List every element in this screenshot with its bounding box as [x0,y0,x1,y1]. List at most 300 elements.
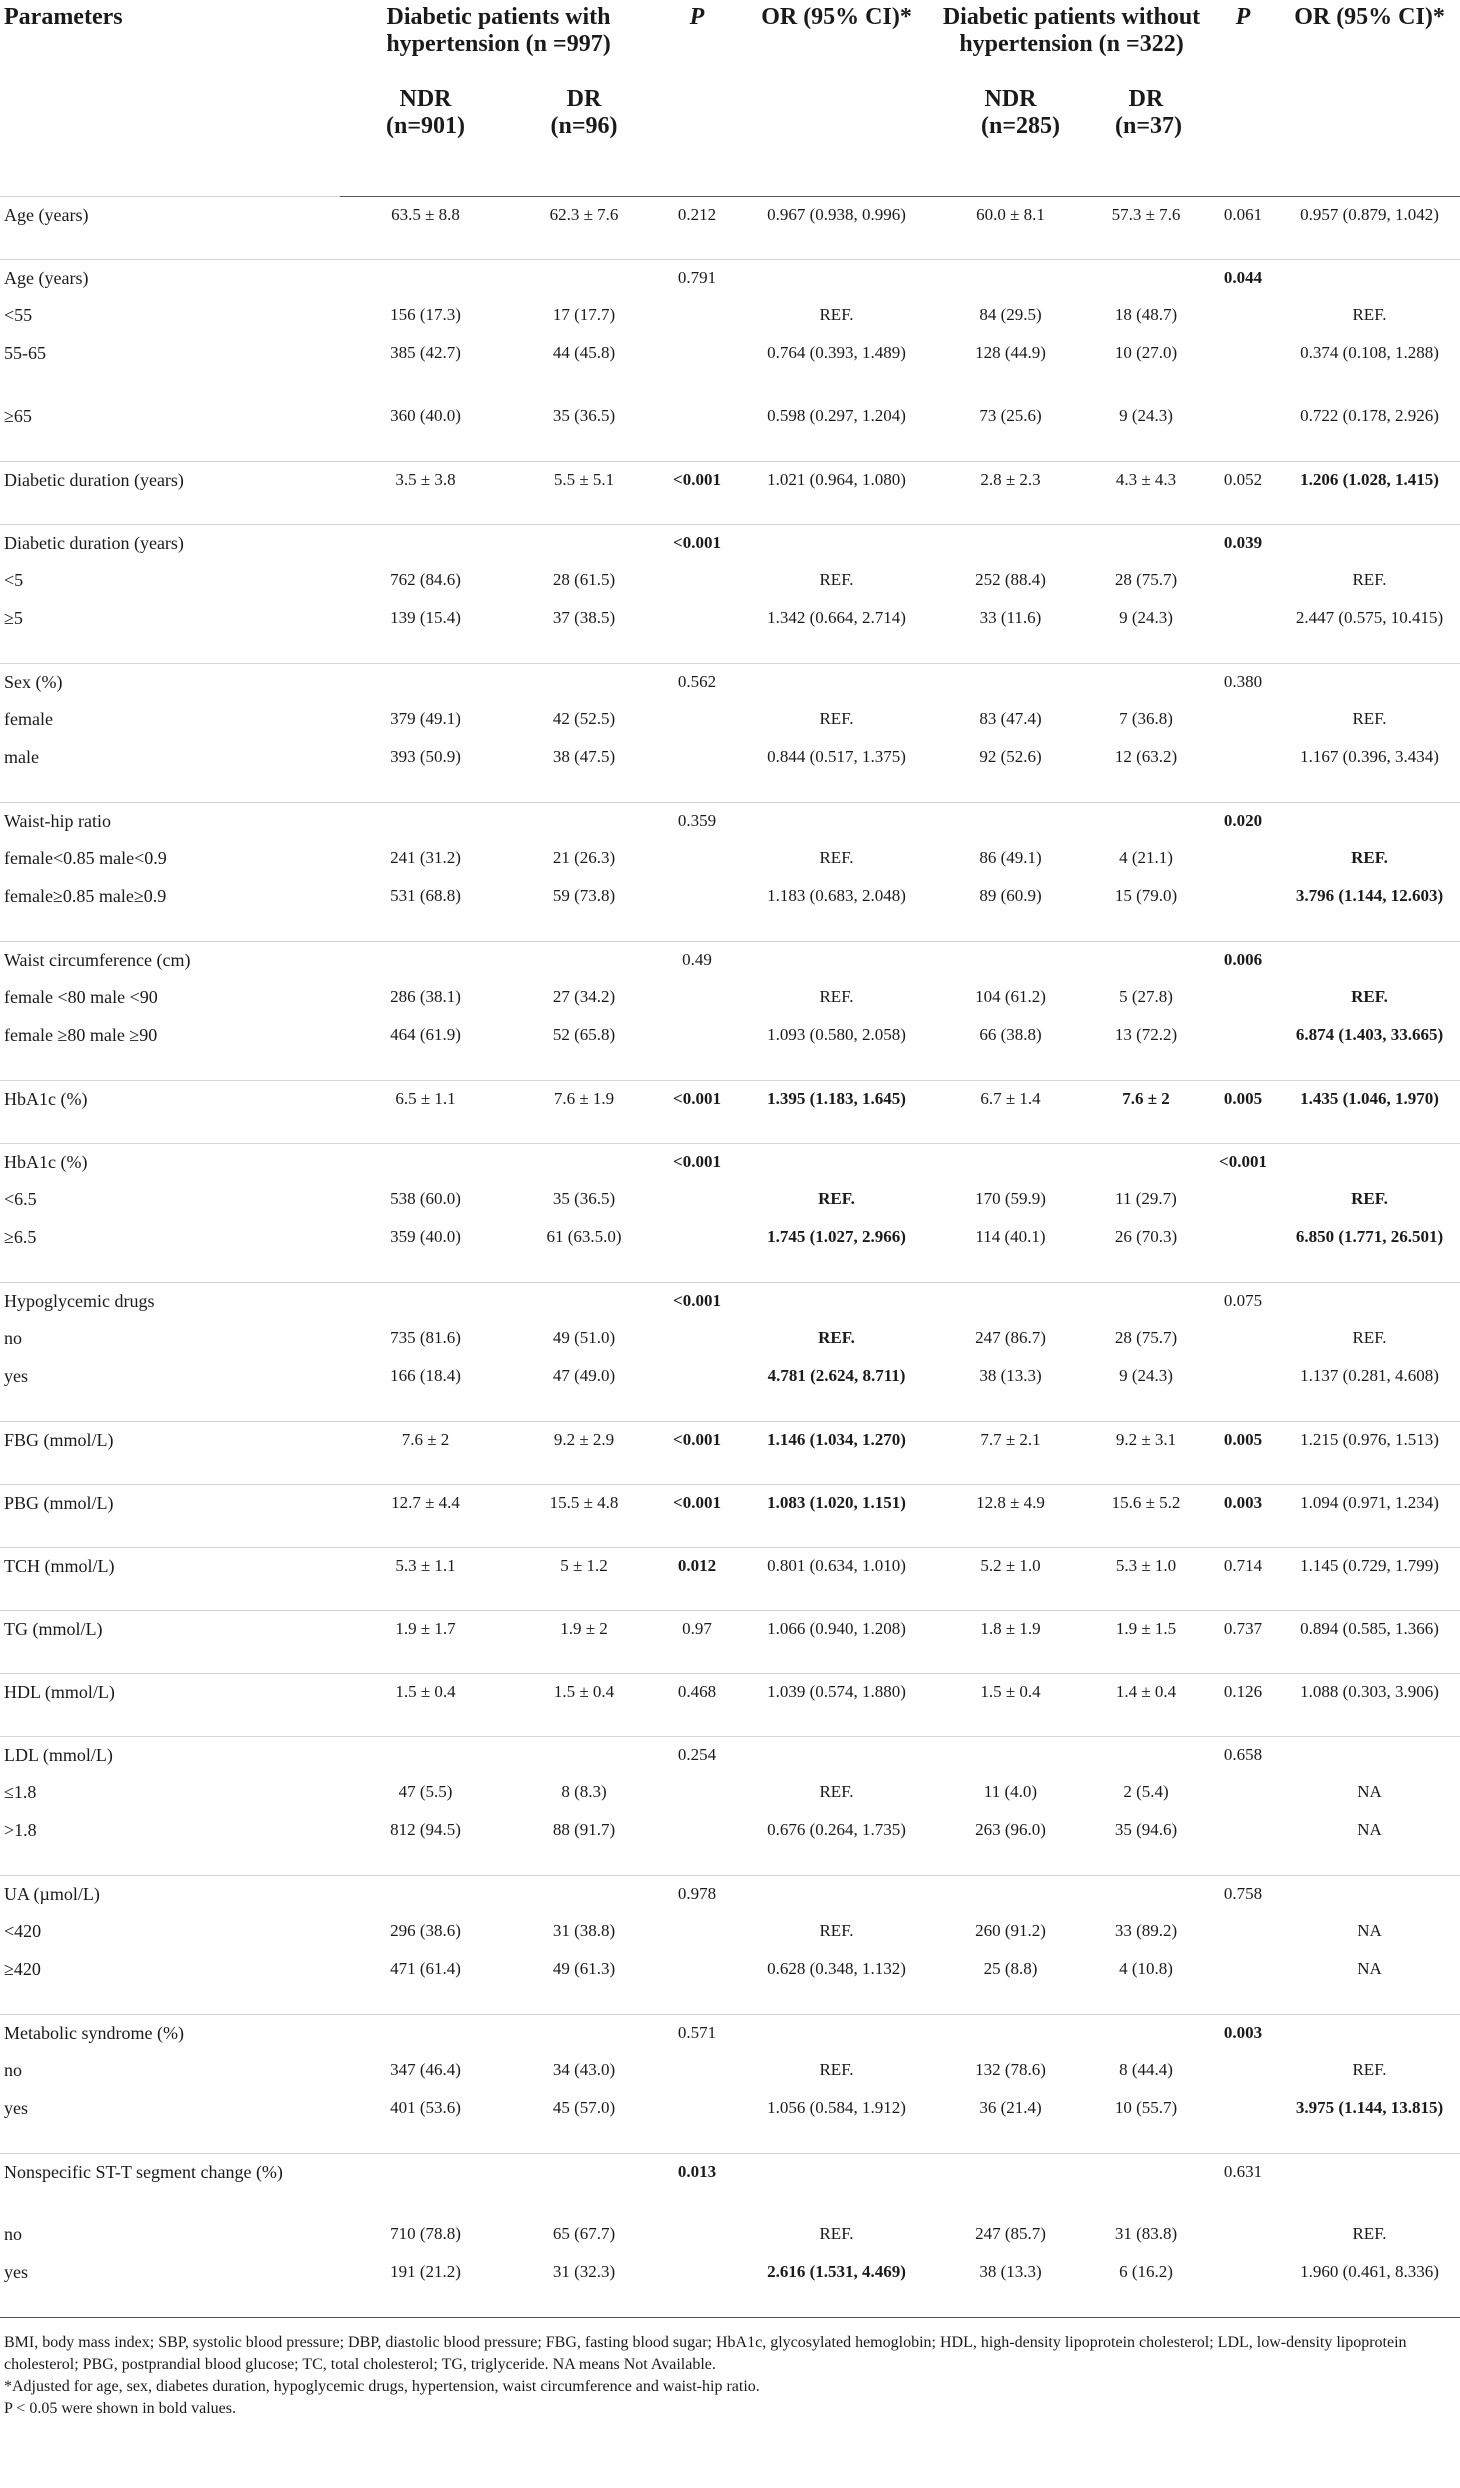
cell-or-without-htn [1279,802,1460,840]
cell-p-without-htn: 0.658 [1207,1736,1279,1774]
cell-p-without-htn: 0.714 [1207,1547,1279,1610]
cell-dr-without-htn: 33 (89.2) [1114,1921,1178,1940]
cell-or-without-htn: 3.975 (1.144, 13.815) [1295,2098,1444,2117]
table-row [0,979,1460,1017]
cell-p-without-htn: 0.758 [1207,1875,1279,1913]
cell-or-with-htn: 1.745 (1.027, 2.966) [767,1227,906,1246]
cell-dr-with-htn: 8 (8.3) [561,1782,607,1801]
cell-p-with-htn [657,2216,737,2254]
cell-dr-without-htn: 13 (72.2) [1114,1025,1178,1044]
cell-ndr-without-htn: 25 (8.8) [983,1959,1038,1978]
table-row [0,1017,1460,1080]
cell-or-with-htn: REF. [819,2224,854,2243]
table-row [0,1913,1460,1951]
cell-dr-with-htn: 65 (67.7) [552,2224,616,2243]
cell-dr-with-htn: 9.2 ± 2.9 [511,1421,657,1484]
cell-dr-without-htn: 6 (16.2) [1085,2254,1207,2317]
cell-ndr-with-htn: 166 (18.4) [390,1366,461,1385]
cell-or-with-htn: 2.616 (1.531, 4.469) [737,2254,936,2317]
cell-or-with-htn: 1.395 (1.183, 1.645) [737,1080,936,1143]
cell-p-with-htn: 0.212 [657,196,737,259]
cell-or-with-htn: REF. [818,1189,855,1208]
cell-dr-with-htn: 7.6 ± 1.9 [511,1080,657,1143]
cell-or-without-htn: NA [1357,1820,1382,1839]
cell-dr-without-htn [1085,941,1207,979]
cell-or-with-htn: 1.146 (1.034, 1.270) [737,1421,936,1484]
cell-p-without-htn [1207,1219,1279,1282]
row-label: Hypoglycemic drugs [0,1282,340,1320]
cell-p-without-htn [1207,1774,1279,1812]
cell-dr-with-htn: 35 (36.5) [552,406,616,425]
cell-ndr-with-htn [340,259,511,297]
cell-p-with-htn [657,2090,737,2153]
cell-dr-without-htn: 15 (79.0) [1114,886,1178,905]
table-row [0,1610,1460,1673]
cell-ndr-with-htn: 12.7 ± 4.4 [340,1484,511,1547]
cell-dr-with-htn [511,941,657,979]
cell-or-with-htn: REF. [819,1921,854,1940]
cell-or-with-htn [737,663,936,701]
cell-p-without-htn [1207,1320,1279,1358]
row-label: Waist-hip ratio [0,802,340,840]
cell-ndr-without-htn: 36 (21.4) [979,2098,1042,2117]
cell-p-without-htn: 0.005 [1207,1421,1279,1484]
row-label: Metabolic syndrome (%) [0,2014,340,2052]
footnote-adjusted: *Adjusted for age, sex, diabetes duration, hypoglycemic drugs, hypertension, waist circumference and waist-hip ratio. [4,2378,760,2395]
table-row [0,2254,1460,2317]
cell-dr-with-htn [511,1282,657,1320]
row-label: ≥65 [4,406,32,426]
cell-p-with-htn: 0.359 [657,802,737,840]
row-label: male [4,747,39,767]
table-row [0,1181,1460,1219]
cell-ndr-without-htn: 132 (78.6) [975,2060,1046,2079]
row-label: yes [0,2254,340,2317]
cell-dr-with-htn: 17 (17.7) [552,305,616,324]
cell-p-with-htn [657,297,737,335]
cell-dr-with-htn: 45 (57.0) [552,2098,616,2117]
cell-dr-without-htn: 1.4 ± 0.4 [1085,1673,1207,1736]
cell-ndr-without-htn: 11 (4.0) [983,1782,1038,1801]
table-row [0,1774,1460,1812]
cell-dr-with-htn [511,1143,657,1181]
cell-ndr-without-htn [936,2014,1085,2052]
cell-ndr-with-htn: 296 (38.6) [390,1921,461,1940]
cell-dr-with-htn: 35 (36.5) [552,1189,616,1208]
cell-p-with-htn [657,2254,737,2317]
cell-ndr-with-htn: 401 (53.6) [390,2098,461,2117]
header-group-without-hypertension: Diabetic patients without hypertension (n =322) [942,4,1201,57]
row-label: no [4,1328,22,1348]
cell-p-without-htn [1207,979,1279,1017]
cell-ndr-with-htn: 191 (21.2) [340,2254,511,2317]
cell-ndr-with-htn [340,2014,511,2052]
cell-ndr-without-htn: 60.0 ± 8.1 [936,196,1085,259]
cell-ndr-without-htn: 128 (44.9) [975,343,1046,362]
cell-or-with-htn [737,259,936,297]
cell-ndr-without-htn: 83 (47.4) [979,709,1042,728]
cell-p-without-htn [1207,840,1279,878]
cell-p-without-htn [1207,398,1279,461]
row-label: HbA1c (%) [0,1143,340,1181]
cell-p-with-htn: 0.013 [657,2153,737,2216]
table-row [0,878,1460,941]
cell-or-without-htn: REF. [1351,987,1388,1006]
cell-or-with-htn: REF. [819,848,854,867]
cell-ndr-without-htn [936,802,1085,840]
cell-p-with-htn: <0.001 [657,1080,737,1143]
cell-p-without-htn: 0.005 [1207,1080,1279,1143]
cell-or-without-htn: REF. [1352,2224,1387,2243]
cell-ndr-with-htn: 464 (61.9) [390,1025,461,1044]
cell-p-with-htn [657,1219,737,1282]
table-row [0,2090,1460,2153]
cell-ndr-with-htn: 241 (31.2) [390,848,461,867]
row-label: Diabetic duration (years) [0,524,340,562]
cell-ndr-with-htn [340,1736,511,1774]
cell-ndr-without-htn [936,663,1085,701]
cell-ndr-with-htn: 47 (5.5) [398,1782,453,1801]
table-row [0,2153,1460,2216]
cell-or-without-htn: REF. [1352,570,1387,589]
cell-or-without-htn: 1.145 (0.729, 1.799) [1279,1547,1460,1610]
cell-dr-with-htn: 21 (26.3) [552,848,616,867]
cell-or-without-htn: REF. [1352,1328,1387,1347]
cell-p-without-htn: 0.126 [1207,1673,1279,1736]
table-row [0,1320,1460,1358]
cell-p-with-htn [657,701,737,739]
cell-p-with-htn: <0.001 [657,1484,737,1547]
cell-ndr-with-htn: 538 (60.0) [390,1189,461,1208]
cell-ndr-with-htn: 762 (84.6) [390,570,461,589]
table-row [0,739,1460,802]
cell-or-with-htn: 1.342 (0.664, 2.714) [767,608,906,627]
row-label: <6.5 [4,1189,37,1209]
cell-dr-without-htn: 15.6 ± 5.2 [1085,1484,1207,1547]
cell-dr-without-htn: 2 (5.4) [1123,1782,1169,1801]
cell-or-without-htn: 2.447 (0.575, 10.415) [1295,608,1444,627]
cell-dr-with-htn: 49 (61.3) [552,1959,616,1978]
cell-ndr-without-htn: 2.8 ± 2.3 [936,461,1085,524]
cell-p-with-htn [657,1774,737,1812]
cell-ndr-without-htn [936,2153,1085,2216]
cell-dr-with-htn: 1.5 ± 0.4 [511,1673,657,1736]
cell-dr-with-htn: 37 (38.5) [552,608,616,627]
cell-or-with-htn: 1.183 (0.683, 2.048) [767,886,906,905]
cell-or-with-htn: REF. [819,987,854,1006]
table-row [0,701,1460,739]
cell-or-with-htn: REF. [818,1328,855,1347]
header-dr-1: DR (n=96) [511,86,657,196]
cell-dr-with-htn [511,1875,657,1913]
cell-dr-without-htn: 12 (63.2) [1114,747,1178,766]
row-label: TG (mmol/L) [0,1610,340,1673]
row-label: UA (µmol/L) [0,1875,340,1913]
cell-ndr-with-htn: 1.9 ± 1.7 [340,1610,511,1673]
cell-ndr-without-htn: 89 (60.9) [979,886,1042,905]
table-row [0,398,1460,461]
cell-dr-without-htn: 4.3 ± 4.3 [1085,461,1207,524]
cell-p-without-htn [1207,701,1279,739]
cell-dr-with-htn [511,802,657,840]
row-label: <5 [4,570,24,590]
row-label: no [4,2060,22,2080]
cell-p-with-htn: 0.791 [657,259,737,297]
cell-or-without-htn [1279,941,1460,979]
cell-ndr-without-htn: 170 (59.9) [975,1189,1046,1208]
header-p-value-1: P [689,4,705,30]
cell-dr-with-htn: 28 (61.5) [552,570,616,589]
header-parameters: Parameters [4,4,123,30]
table-row [0,663,1460,701]
cell-ndr-without-htn: 33 (11.6) [979,608,1042,627]
cell-dr-with-htn: 5.5 ± 5.1 [511,461,657,524]
cell-ndr-without-htn: 66 (38.8) [979,1025,1042,1044]
cell-ndr-without-htn: 12.8 ± 4.9 [936,1484,1085,1547]
footnote-abbreviations: BMI, body mass index; SBP, systolic blood pressure; DBP, diastolic blood pressure; FBG, fasting blood sugar; HbA1c, glycosylated hemoglobin; HDL, high-density lipoprotein cholesterol; LDL, low-density lipoprotein cholesterol; PBG, postprandial blood glucose; TC, total cholesterol; TG, triglyceride. NA means Not Available. [4,2334,1407,2373]
cell-p-with-htn [657,1181,737,1219]
header-ndr-2: NDR (n=285) [936,86,1085,196]
cell-or-with-htn: 0.967 (0.938, 0.996) [737,196,936,259]
table-row [0,2052,1460,2090]
row-label: female<0.85 male<0.9 [4,848,167,868]
cell-p-without-htn: 0.075 [1207,1282,1279,1320]
cell-ndr-with-htn: 286 (38.1) [390,987,461,1006]
cell-ndr-with-htn: 471 (61.4) [390,1959,461,1978]
cell-ndr-without-htn: 260 (91.2) [975,1921,1046,1940]
row-label: yes [4,1366,28,1386]
cell-or-with-htn [737,1736,936,1774]
cell-dr-without-htn [1085,663,1207,701]
cell-dr-with-htn: 31 (32.3) [511,2254,657,2317]
cell-ndr-with-htn: 359 (40.0) [390,1227,461,1246]
cell-ndr-with-htn: 347 (46.4) [390,2060,461,2079]
cell-ndr-without-htn: 73 (25.6) [979,406,1042,425]
cell-or-without-htn: NA [1357,1782,1382,1801]
cell-or-without-htn: 0.722 (0.178, 2.926) [1300,406,1439,425]
cell-or-without-htn [1279,2153,1460,2216]
cell-or-without-htn: NA [1357,1921,1382,1940]
row-label: ≥5 [4,608,23,628]
header-group-with-hypertension: Diabetic patients with hypertension (n =997) [386,4,611,57]
cell-ndr-without-htn [936,259,1085,297]
cell-dr-with-htn [511,663,657,701]
row-label: no [4,2224,22,2244]
cell-p-with-htn [657,398,737,461]
row-label: ≥6.5 [4,1227,37,1247]
cell-ndr-without-htn [936,524,1085,562]
cell-p-with-htn [657,2052,737,2090]
row-label: <420 [4,1921,42,1941]
cell-or-with-htn [737,2153,936,2216]
cell-ndr-with-htn [340,2153,511,2216]
table-row [0,2216,1460,2254]
cell-or-without-htn [1279,259,1460,297]
cell-dr-without-htn: 57.3 ± 7.6 [1085,196,1207,259]
header-or-1: OR (95% CI)* [761,4,912,30]
row-label: female ≥80 male ≥90 [4,1025,158,1045]
cell-p-with-htn [657,562,737,600]
cell-ndr-without-htn: 7.7 ± 2.1 [936,1421,1085,1484]
cell-p-with-htn [657,1951,737,2014]
cell-dr-without-htn: 4 (10.8) [1119,1959,1173,1978]
cell-dr-without-htn: 9 (24.3) [1119,1366,1173,1385]
cell-ndr-with-htn: 139 (15.4) [390,608,461,627]
table-row [0,1875,1460,1913]
row-label: female [4,709,53,729]
row-label: Nonspecific ST-T segment change (%) [0,2153,340,2216]
cell-dr-with-htn: 44 (45.8) [552,343,616,362]
row-label: female <80 male <90 [4,987,158,1007]
cell-ndr-without-htn: 38 (13.3) [979,1366,1042,1385]
cell-or-with-htn: 0.844 (0.517, 1.375) [767,747,906,766]
cell-ndr-with-htn: 379 (49.1) [390,709,461,728]
table-row [0,1812,1460,1875]
cell-p-without-htn: 0.003 [1207,1484,1279,1547]
cell-ndr-with-htn [340,941,511,979]
cell-dr-without-htn [1085,259,1207,297]
cell-p-with-htn [657,1017,737,1080]
header-p-value-2: P [1235,4,1251,30]
cell-p-with-htn: <0.001 [657,1282,737,1320]
cell-ndr-with-htn [340,524,511,562]
cell-p-without-htn [1207,1017,1279,1080]
cell-p-with-htn: 0.012 [657,1547,737,1610]
cell-or-with-htn: REF. [819,305,854,324]
cell-ndr-with-htn: 3.5 ± 3.8 [340,461,511,524]
cell-or-with-htn: 1.056 (0.584, 1.912) [767,2098,906,2117]
cell-or-with-htn: 0.628 (0.348, 1.132) [767,1959,906,1978]
cell-or-with-htn [737,1875,936,1913]
cell-or-without-htn: 6.850 (1.771, 26.501) [1295,1227,1444,1246]
cell-or-without-htn: 6.874 (1.403, 33.665) [1295,1025,1444,1044]
cell-dr-with-htn: 52 (65.8) [552,1025,616,1044]
cell-dr-without-htn [1085,1282,1207,1320]
cell-dr-without-htn: 10 (55.7) [1114,2098,1178,2117]
table-row [0,335,1460,398]
cell-dr-with-htn [511,2014,657,2052]
cell-p-with-htn: <0.001 [657,524,737,562]
cell-ndr-without-htn: 86 (49.1) [979,848,1042,867]
cell-or-with-htn: REF. [819,570,854,589]
cell-p-without-htn: 0.044 [1207,259,1279,297]
cell-ndr-with-htn: 63.5 ± 8.8 [340,196,511,259]
cell-ndr-without-htn: 92 (52.6) [979,747,1042,766]
row-label: <55 [4,305,33,325]
cell-or-with-htn [737,802,936,840]
cell-ndr-without-htn [936,941,1085,979]
cell-or-with-htn: 0.598 (0.297, 1.204) [767,406,906,425]
cell-dr-with-htn: 15.5 ± 4.8 [511,1484,657,1547]
table-row [0,1547,1460,1610]
row-label: >1.8 [4,1820,37,1840]
table-row [0,562,1460,600]
cell-p-with-htn: 0.254 [657,1736,737,1774]
cell-or-with-htn: 0.676 (0.264, 1.735) [767,1820,906,1839]
table-row [0,1282,1460,1320]
cell-ndr-without-htn: 247 (86.7) [975,1328,1046,1347]
cell-dr-without-htn [1085,2014,1207,2052]
cell-ndr-without-htn [936,1736,1085,1774]
cell-p-without-htn: 0.737 [1207,1610,1279,1673]
cell-ndr-without-htn: 38 (13.3) [936,2254,1085,2317]
table-row [0,600,1460,663]
cell-or-without-htn: 0.374 (0.108, 1.288) [1300,343,1439,362]
cell-dr-with-htn: 5 ± 1.2 [511,1547,657,1610]
cell-ndr-with-htn: 710 (78.8) [390,2224,461,2243]
cell-dr-without-htn: 9 (24.3) [1119,608,1173,627]
cell-p-with-htn [657,979,737,1017]
cell-dr-without-htn: 9 (24.3) [1119,406,1173,425]
table-header [0,0,1460,196]
cell-ndr-with-htn: 385 (42.7) [390,343,461,362]
cell-dr-without-htn [1085,2153,1207,2216]
cell-ndr-with-htn: 7.6 ± 2 [340,1421,511,1484]
cell-or-without-htn: REF. [1351,1189,1388,1208]
cell-or-without-htn [1279,1143,1460,1181]
table-row [0,461,1460,524]
footnote-bold: P < 0.05 were shown in bold values. [4,2400,236,2417]
cell-or-with-htn: 1.093 (0.580, 2.058) [767,1025,906,1044]
cell-dr-with-htn: 59 (73.8) [552,886,616,905]
cell-or-without-htn: 1.215 (0.976, 1.513) [1279,1421,1460,1484]
cell-ndr-without-htn [936,1143,1085,1181]
cell-dr-without-htn [1085,1143,1207,1181]
cell-ndr-without-htn: 5.2 ± 1.0 [936,1547,1085,1610]
cell-dr-with-htn: 88 (91.7) [552,1820,616,1839]
table-row [0,1673,1460,1736]
cell-p-with-htn [657,1913,737,1951]
table-row [0,1421,1460,1484]
row-label: LDL (mmol/L) [0,1736,340,1774]
cell-or-with-htn: 1.039 (0.574, 1.880) [737,1673,936,1736]
cell-or-without-htn: 1.094 (0.971, 1.234) [1279,1484,1460,1547]
cell-p-without-htn: 0.006 [1207,941,1279,979]
cell-ndr-with-htn: 531 (68.8) [390,886,461,905]
table-row [0,1080,1460,1143]
cell-p-without-htn: 0.039 [1207,524,1279,562]
header-or-2: OR (95% CI)* [1294,4,1445,30]
cell-p-with-htn [657,840,737,878]
table-row [0,259,1460,297]
table-row [0,297,1460,335]
cell-p-with-htn: <0.001 [657,461,737,524]
cell-p-without-htn [1207,1181,1279,1219]
cell-p-without-htn: 0.020 [1207,802,1279,840]
cell-ndr-without-htn: 247 (85.7) [975,2224,1046,2243]
cell-dr-with-htn [511,1736,657,1774]
cell-p-without-htn: 0.061 [1207,196,1279,259]
cell-dr-with-htn: 34 (43.0) [552,2060,616,2079]
table-body [0,196,1460,2317]
cell-ndr-with-htn: 812 (94.5) [390,1820,461,1839]
cell-p-with-htn [657,1358,737,1421]
cell-ndr-without-htn: 1.8 ± 1.9 [936,1610,1085,1673]
cell-ndr-without-htn: 1.5 ± 0.4 [936,1673,1085,1736]
cell-p-with-htn: 0.468 [657,1673,737,1736]
cell-dr-with-htn: 27 (34.2) [552,987,616,1006]
cell-or-without-htn: 1.960 (0.461, 8.336) [1279,2254,1460,2317]
cell-p-without-htn [1207,2090,1279,2153]
cell-or-without-htn [1279,1736,1460,1774]
cell-dr-without-htn: 9.2 ± 3.1 [1085,1421,1207,1484]
cell-p-without-htn [1207,739,1279,802]
cell-p-with-htn: <0.001 [657,1143,737,1181]
cell-dr-with-htn: 62.3 ± 7.6 [511,196,657,259]
row-label: HDL (mmol/L) [0,1673,340,1736]
cell-ndr-with-htn [340,1282,511,1320]
cell-ndr-with-htn [340,802,511,840]
